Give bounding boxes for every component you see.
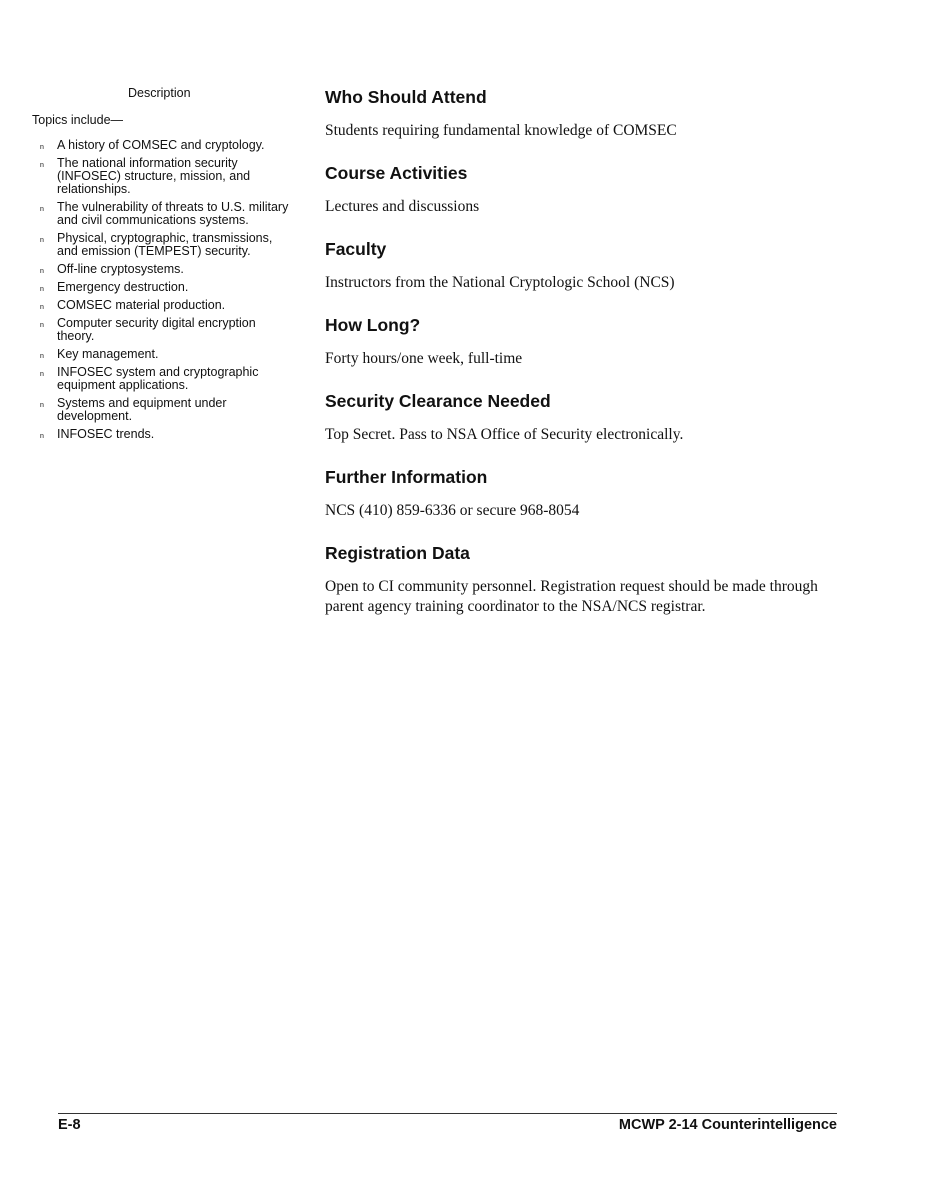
section-faculty (325, 238, 845, 293)
list-item: n Systems and equipment under development. (40, 396, 227, 423)
section-title: Who Should Attend (325, 87, 487, 107)
section-body: Students requiring fundamental knowledge of COMSEC (325, 122, 677, 139)
bullet-icon: n (40, 322, 44, 329)
list-item: n The vulnerability of threats to U.S. military and civil communications systems. (40, 200, 289, 227)
list-item: n INFOSEC system and cryptographic equipment applications. (40, 365, 259, 392)
section-registration-data (325, 542, 845, 617)
section-title: Registration Data (325, 543, 470, 563)
bullet-icon: n (40, 371, 44, 378)
list-item: n INFOSEC trends. (40, 427, 155, 441)
section-body: NCS (410) 859-6336 or secure 968-8054 (325, 502, 580, 519)
topics-list (32, 139, 294, 441)
list-item: n Emergency destruction. (40, 280, 189, 294)
section-who-should-attend (325, 86, 845, 141)
section-title: Security Clearance Needed (325, 391, 551, 411)
bullet-icon: n (40, 268, 44, 275)
list-item: n Off-line cryptosystems. (40, 262, 184, 276)
list-item: n COMSEC material production. (40, 298, 226, 312)
bullet-icon: n (40, 402, 44, 409)
topics-intro: Topics include— (32, 113, 124, 127)
bullet-icon: n (40, 433, 44, 440)
list-item: n The national information security (INFOSEC) structure, mission, and relationships. (40, 156, 251, 196)
section-body: Lectures and discussions (325, 198, 480, 215)
list-item: n A history of COMSEC and cryptology. (40, 138, 265, 152)
bullet-icon: n (40, 206, 44, 213)
list-item: n Key management. (40, 347, 159, 361)
bullet-icon: n (40, 286, 44, 293)
bullet-icon: n (40, 237, 44, 244)
description-heading: Description (128, 86, 191, 100)
section-how-long (325, 314, 845, 369)
section-title: Faculty (325, 239, 387, 259)
bullet-icon: n (40, 162, 44, 169)
section-body: Instructors from the National Cryptologic School (NCS) (325, 274, 675, 291)
section-body: Top Secret. Pass to NSA Office of Security electronically. (325, 426, 684, 443)
right-column (325, 86, 845, 638)
bullet-icon: n (40, 144, 44, 151)
footer-divider (58, 1113, 837, 1114)
section-further-information (325, 466, 845, 521)
list-item: n Computer security digital encryption theory. (40, 316, 256, 343)
bullet-icon: n (40, 304, 44, 311)
left-column (32, 86, 294, 446)
publication-title: MCWP 2-14 Counterintelligence (618, 1117, 837, 1133)
bullet-icon: n (40, 353, 44, 360)
section-body: Forty hours/one week, full-time (325, 350, 523, 367)
section-title: Course Activities (325, 163, 468, 183)
page-number: E-8 (58, 1117, 81, 1133)
list-item: n Physical, cryptographic, transmissions, and emission (TEMPEST) security. (40, 231, 273, 258)
section-course-activities (325, 162, 845, 217)
section-title: Further Information (325, 467, 488, 487)
section-security-clearance (325, 390, 845, 445)
section-body: Open to CI community personnel. Registration request should be made through parent agency training coordinator to the NSA/NCS registrar. (325, 578, 818, 615)
section-title: How Long? (325, 315, 421, 335)
